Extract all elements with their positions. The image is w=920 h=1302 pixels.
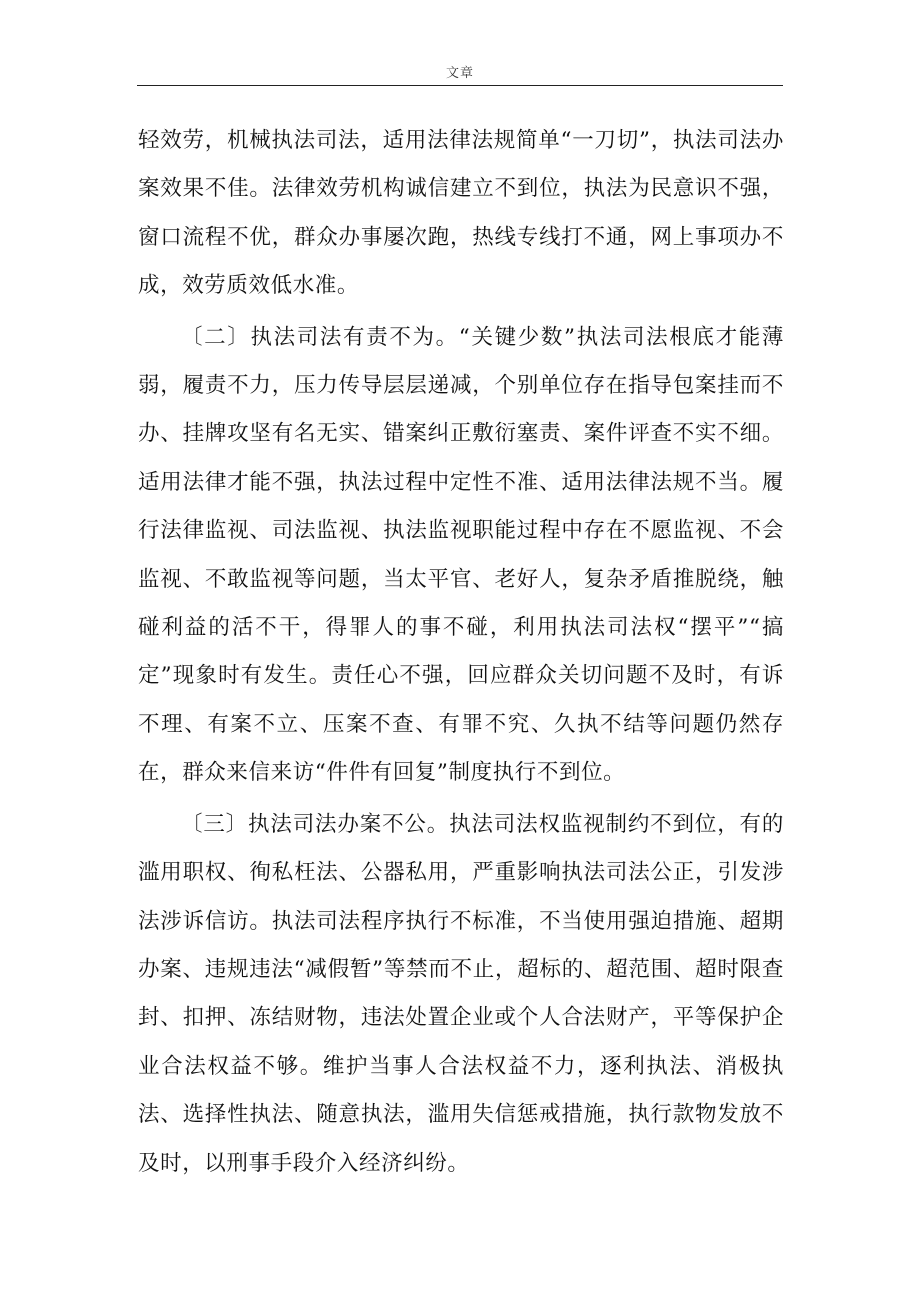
page-header-label: 文章 (445, 66, 474, 81)
header-divider (137, 85, 783, 86)
paragraph-continued: 轻效劳，机械执法司法，适用法律法规简单“一刀切”，执法司法办案效果不佳。法律效劳机构诚信建立不到位，执法为民意识不强，窗口流程不优，群众办事屡次跑，热线专线打不通，网上事项办不成，效劳质效低水准。 (138, 128, 784, 299)
paragraph-section-2: 〔二〕执法司法有责不为。“关键少数”执法司法根底才能薄弱，履责不力，压力传导层层递减，个别单位存在指导包案挂而不办、挂牌攻坚有名无实、错案纠正敷衍塞责、案件评查不实不细。适用法律才能不强，执法过程中定性不准、适用法律法规不当。履行法律监视、司法监视、执法监视职能过程中存在不愿监视、不会监视、不敢监视等问题，当太平官、老好人，复杂矛盾推脱绕，触碰利益的活不干，得罪人的事不碰，利用执法司法权“摆平”“搞定”现象时有发生。责任心不强，回应群众关切问题不及时，有诉不理、有案不立、压案不查、有罪不究、久执不结等问题仍然存在，群众来信来访“件件有回复”制度执行不到位。 (138, 324, 784, 786)
document-body (138, 117, 784, 1188)
paragraph-section-3: 〔三〕执法司法办案不公。执法司法权监视制约不到位，有的滥用职权、徇私枉法、公器私用，严重影响执法司法公正，引发涉法涉诉信访。执法司法程序执行不标准，不当使用强迫措施、超期办案、违规违法“减假暂”等禁而不止，超标的、超范围、超时限查封、扣押、冻结财物，违法处置企业或个人合法财产，平等保护企业合法权益不够。维护当事人合法权益不力，逐利执法、消极执法、选择性执法、随意执法，滥用失信惩戒措施，执行款物发放不及时，以刑事手段介入经济纠纷。 (138, 811, 784, 1176)
